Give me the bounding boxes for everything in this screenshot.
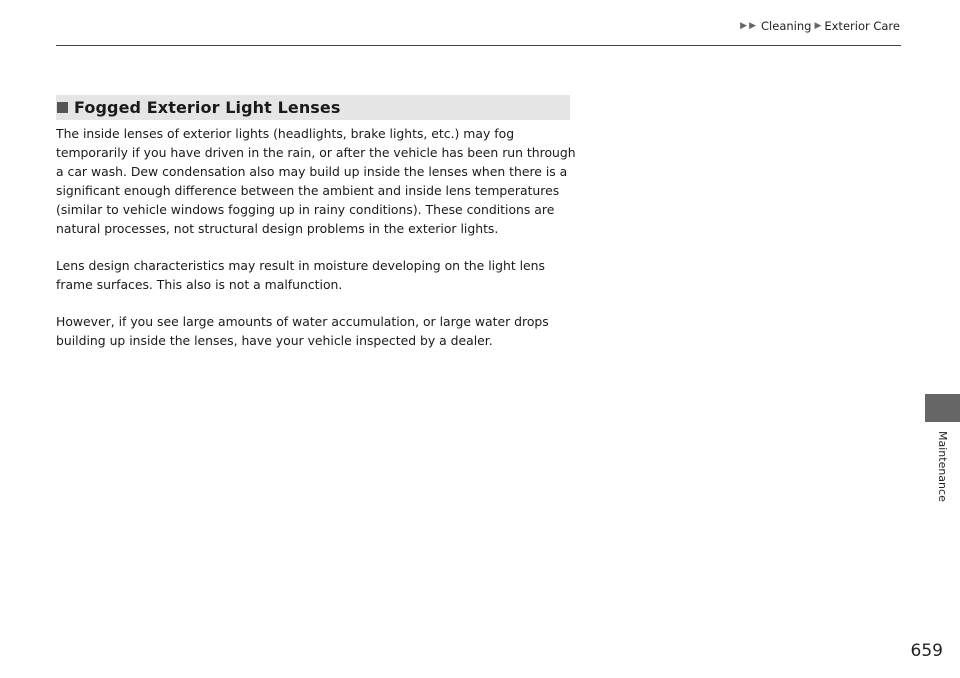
body-text (56, 124, 576, 368)
breadcrumb-item-cleaning[interactable]: Cleaning (761, 19, 812, 33)
paragraph-1: The inside lenses of exterior lights (headlights, brake lights, etc.) may fog temporarily if you have driven in the rain, or after the vehicle has been run through a car wash. Dew condensation also may build up inside the lenses when there is a significant enough difference between the ambient and inside lens temperatures (similar to vehicle windows fogging up in rainy conditions). These conditions are natural processes, not structural design problems in the exterior lights. (56, 126, 576, 236)
header-divider (56, 45, 901, 46)
side-tab-text: Maintenance (936, 430, 949, 502)
section-bullet-icon (57, 102, 68, 113)
breadcrumb (739, 19, 900, 33)
paragraph-3: However, if you see large amounts of water accumulation, or large water drops building up inside the lenses, have your vehicle inspected by a dealer. (56, 314, 549, 348)
section-title: Fogged Exterior Light Lenses (74, 98, 341, 117)
breadcrumb-item-exterior-care[interactable]: Exterior Care (824, 19, 900, 33)
breadcrumb-arrow-icon: ▶ (814, 21, 822, 31)
side-tab-label (925, 424, 960, 508)
side-tab-marker (925, 394, 960, 422)
section-header (56, 95, 570, 120)
page-number: 659 (910, 641, 943, 661)
breadcrumb-arrows-icon: ▶ ▶ (740, 21, 757, 31)
paragraph-2: Lens design characteristics may result in moisture developing on the light lens frame surfaces. This also is not a malfunction. (56, 258, 545, 292)
